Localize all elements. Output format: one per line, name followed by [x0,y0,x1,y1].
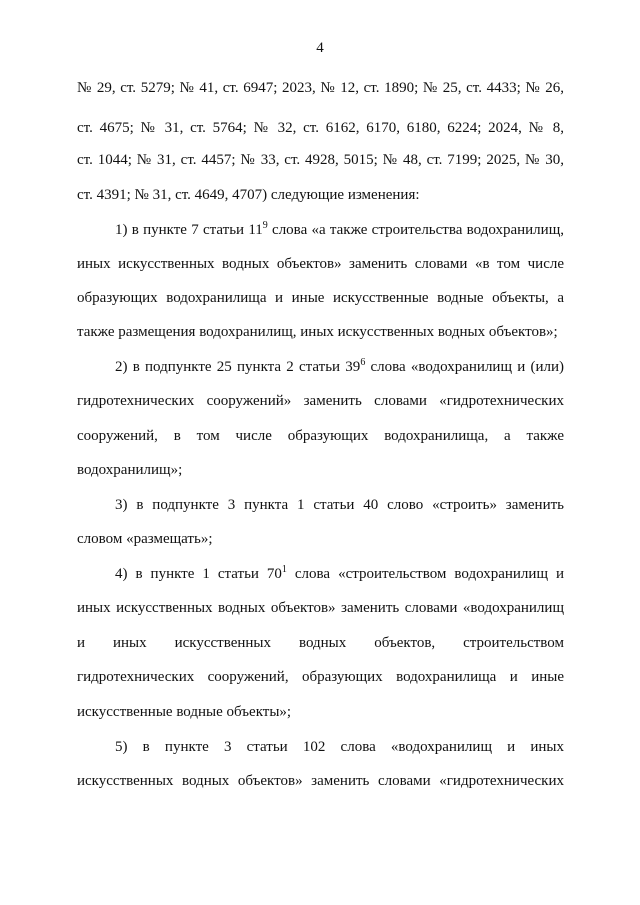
text-run: 2) в подпункте 25 пункта 2 статьи 39 [115,359,361,375]
superscript: 9 [262,220,268,231]
text-line: и иных искусственных водных объектов, строительством [77,635,564,651]
text-line: искусственные водные объекты»; [77,704,292,720]
text-line: иных искусственных водных объектов» заменить словами «водохранилищ [77,600,564,616]
text-line: словом «размещать»; [77,531,213,547]
text-line: сооружений, в том числе образующих водохранилища, а также [77,428,564,444]
page-number: 4 [316,40,324,56]
text-line: образующих водохранилища и иные искусственные водные объекты, а [77,290,564,306]
text-line [115,220,564,240]
text-line: ст. 4391; № 31, ст. 4649, 4707) следующие изменения: [77,187,420,203]
text-line: ст. 4675; № 31, ст. 5764; № 32, ст. 6162, 6170, 6180, 6224; 2024, № 8, [77,120,564,136]
text-run: слова «водохранилищ и (или) [365,359,565,375]
text-line: также размещения водохранилищ, иных искусственных водных объектов»; [77,324,558,340]
text-line [115,564,564,584]
text-line: иных искусственных водных объектов» заменить словами «в том числе [77,256,564,272]
text-line: гидротехнических сооружений» заменить словами «гидротехнических [77,393,564,409]
text-line [115,357,564,377]
text-line: № 29, ст. 5279; № 41, ст. 6947; 2023, № 12, ст. 1890; № 25, ст. 4433; № 26, [77,80,564,96]
text-run: 4) в пункте 1 статьи 70 [115,566,282,582]
text-line: водохранилищ»; [77,462,183,478]
text-line: гидротехнических сооружений, образующих водохранилища и иные [77,669,564,685]
text-run: слова «а также строительства водохранилищ, [267,222,564,238]
superscript: 1 [281,564,287,575]
text-run: слова «строительством водохранилищ и [286,566,564,582]
text-line: 3) в подпункте 3 пункта 1 статьи 40 слово «строить» заменить [115,497,564,513]
text-run: 1) в пункте 7 статьи 11 [115,222,263,238]
text-line: 5) в пункте 3 статьи 102 слова «водохранилищ и иных [115,739,564,755]
superscript: 6 [360,357,366,368]
text-line: искусственных водных объектов» заменить словами «гидротехнических [77,773,564,789]
text-line: ст. 1044; № 31, ст. 4457; № 33, ст. 4928, 5015; № 48, ст. 7199; 2025, № 30, [77,152,564,168]
